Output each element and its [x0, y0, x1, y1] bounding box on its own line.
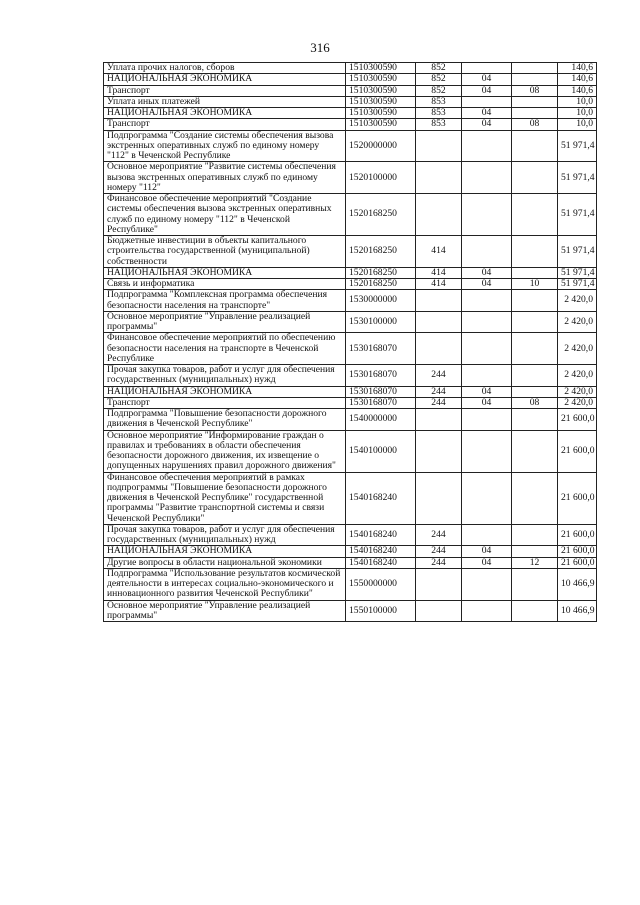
section-code-cell — [462, 162, 512, 194]
section-code-cell — [462, 472, 512, 524]
expense-type-code-cell: 244 — [416, 524, 462, 546]
subsection-code-cell — [512, 63, 558, 74]
subsection-code-cell — [512, 96, 558, 107]
subsection-code-cell: 08 — [512, 119, 558, 130]
section-code-cell — [462, 130, 512, 162]
table-row — [104, 279, 597, 290]
target-article-code-cell: 1520168250 — [346, 267, 416, 278]
section-code-cell — [462, 290, 512, 312]
amount-cell: 21 600,0 — [558, 409, 597, 431]
expense-type-code-cell: 414 — [416, 236, 462, 268]
expense-type-code-cell: 244 — [416, 546, 462, 557]
amount-cell: 10 466,9 — [558, 600, 597, 622]
row-name-cell: Подпрограмма "Повышение безопасности дорожного движения в Чеченской Республике" — [104, 409, 346, 431]
amount-cell: 10 466,9 — [558, 568, 597, 600]
expense-type-code-cell — [416, 130, 462, 162]
expense-type-code-cell — [416, 333, 462, 365]
row-name-cell: Основное мероприятие "Управление реализацией программы" — [104, 600, 346, 622]
target-article-code-cell: 1530000000 — [346, 290, 416, 312]
subsection-code-cell — [512, 194, 558, 236]
table-row — [104, 568, 597, 600]
section-code-cell: 04 — [462, 279, 512, 290]
row-name-cell: Подпрограмма "Создание системы обеспечения вызова экстренных оперативных служб по единому номеру "112" в Чеченской Республике — [104, 130, 346, 162]
expense-type-code-cell — [416, 568, 462, 600]
row-name-cell: Основное мероприятие "Развитие системы обеспечения вызова экстренных оперативных служб по единому номеру "112" — [104, 162, 346, 194]
target-article-code-cell: 1520168250 — [346, 236, 416, 268]
table-row — [104, 430, 597, 472]
table-row — [104, 96, 597, 107]
amount-cell: 21 600,0 — [558, 430, 597, 472]
table-row — [104, 365, 597, 387]
row-name-cell: Подпрограмма "Использование результатов космической деятельности в интересах социально-экономического и инновационного развития Чеченской Республики" — [104, 568, 346, 600]
target-article-code-cell: 1550000000 — [346, 568, 416, 600]
table-row — [104, 162, 597, 194]
table-row — [104, 386, 597, 397]
amount-cell: 10,0 — [558, 96, 597, 107]
expense-type-code-cell — [416, 600, 462, 622]
table-row — [104, 472, 597, 524]
amount-cell: 10,0 — [558, 119, 597, 130]
amount-cell: 140,6 — [558, 74, 597, 85]
expense-type-code-cell — [416, 430, 462, 472]
section-code-cell: 04 — [462, 74, 512, 85]
row-name-cell: Бюджетные инвестиции в объекты капитального строительства государственной (муниципальной) собственности — [104, 236, 346, 268]
row-name-cell: Другие вопросы в области национальной экономики — [104, 557, 346, 568]
target-article-code-cell: 1510300590 — [346, 119, 416, 130]
row-name-cell: Связь и информатика — [104, 279, 346, 290]
table-row — [104, 108, 597, 119]
amount-cell: 51 971,4 — [558, 236, 597, 268]
table-row — [104, 267, 597, 278]
target-article-code-cell: 1530168070 — [346, 386, 416, 397]
table-row — [104, 397, 597, 408]
row-name-cell: Прочая закупка товаров, работ и услуг для обеспечения государственных (муниципальных) нужд — [104, 365, 346, 387]
amount-cell: 2 420,0 — [558, 397, 597, 408]
expense-type-code-cell: 414 — [416, 279, 462, 290]
section-code-cell — [462, 333, 512, 365]
subsection-code-cell — [512, 130, 558, 162]
table-row — [104, 63, 597, 74]
row-name-cell: Прочая закупка товаров, работ и услуг для обеспечения государственных (муниципальных) нужд — [104, 524, 346, 546]
table-row — [104, 600, 597, 622]
section-code-cell — [462, 600, 512, 622]
table-row — [104, 130, 597, 162]
expense-type-code-cell: 244 — [416, 557, 462, 568]
amount-cell: 10,0 — [558, 108, 597, 119]
row-name-cell: Подпрограмма "Комплексная программа обеспечения безопасности населения на транспорте" — [104, 290, 346, 312]
target-article-code-cell: 1520168250 — [346, 194, 416, 236]
row-name-cell: Основное мероприятие "Информирование граждан о правилах и требованиях в области обеспечения безопасности дорожного движения, их извещение о допущенных нарушениях правил дорожного движения" — [104, 430, 346, 472]
target-article-code-cell: 1550100000 — [346, 600, 416, 622]
row-name-cell: Финансовое обеспечение мероприятий по обеспечению безопасности населения на транспорте в Чеченской Республике — [104, 333, 346, 365]
subsection-code-cell — [512, 430, 558, 472]
section-code-cell: 04 — [462, 386, 512, 397]
target-article-code-cell: 1530168070 — [346, 397, 416, 408]
amount-cell: 51 971,4 — [558, 279, 597, 290]
table-row — [104, 546, 597, 557]
budget-table — [103, 62, 597, 622]
row-name-cell: Уплата иных платежей — [104, 96, 346, 107]
table-row — [104, 290, 597, 312]
section-code-cell: 04 — [462, 119, 512, 130]
subsection-code-cell: 08 — [512, 85, 558, 96]
target-article-code-cell: 1530168070 — [346, 333, 416, 365]
section-code-cell — [462, 236, 512, 268]
section-code-cell — [462, 365, 512, 387]
row-name-cell: НАЦИОНАЛЬНАЯ ЭКОНОМИКА — [104, 546, 346, 557]
row-name-cell: НАЦИОНАЛЬНАЯ ЭКОНОМИКА — [104, 74, 346, 85]
subsection-code-cell — [512, 74, 558, 85]
expense-type-code-cell: 853 — [416, 108, 462, 119]
section-code-cell: 04 — [462, 397, 512, 408]
amount-cell: 2 420,0 — [558, 386, 597, 397]
subsection-code-cell — [512, 162, 558, 194]
expense-type-code-cell — [416, 194, 462, 236]
row-name-cell: Транспорт — [104, 85, 346, 96]
section-code-cell: 04 — [462, 267, 512, 278]
amount-cell: 21 600,0 — [558, 557, 597, 568]
target-article-code-cell: 1520168250 — [346, 279, 416, 290]
target-article-code-cell: 1540168240 — [346, 546, 416, 557]
section-code-cell: 04 — [462, 108, 512, 119]
expense-type-code-cell: 414 — [416, 267, 462, 278]
section-code-cell — [462, 96, 512, 107]
row-name-cell: Основное мероприятие "Управление реализацией программы" — [104, 311, 346, 333]
row-name-cell: Транспорт — [104, 397, 346, 408]
row-name-cell: НАЦИОНАЛЬНАЯ ЭКОНОМИКА — [104, 108, 346, 119]
row-name-cell: НАЦИОНАЛЬНАЯ ЭКОНОМИКА — [104, 386, 346, 397]
table-row — [104, 409, 597, 431]
expense-type-code-cell: 244 — [416, 365, 462, 387]
subsection-code-cell — [512, 236, 558, 268]
target-article-code-cell: 1540168240 — [346, 472, 416, 524]
section-code-cell — [462, 409, 512, 431]
amount-cell: 2 420,0 — [558, 365, 597, 387]
expense-type-code-cell: 853 — [416, 119, 462, 130]
budget-table-body — [104, 63, 597, 622]
table-row — [104, 311, 597, 333]
amount-cell: 21 600,0 — [558, 524, 597, 546]
expense-type-code-cell: 853 — [416, 96, 462, 107]
section-code-cell — [462, 63, 512, 74]
subsection-code-cell: 08 — [512, 397, 558, 408]
target-article-code-cell: 1520100000 — [346, 162, 416, 194]
table-row — [104, 74, 597, 85]
expense-type-code-cell — [416, 472, 462, 524]
amount-cell: 21 600,0 — [558, 546, 597, 557]
target-article-code-cell: 1520000000 — [346, 130, 416, 162]
row-name-cell: Уплата прочих налогов, сборов — [104, 63, 346, 74]
expense-type-code-cell — [416, 409, 462, 431]
target-article-code-cell: 1510300590 — [346, 85, 416, 96]
expense-type-code-cell: 852 — [416, 85, 462, 96]
subsection-code-cell — [512, 290, 558, 312]
amount-cell: 51 971,4 — [558, 267, 597, 278]
row-name-cell: Транспорт — [104, 119, 346, 130]
subsection-code-cell: 12 — [512, 557, 558, 568]
subsection-code-cell — [512, 524, 558, 546]
expense-type-code-cell — [416, 290, 462, 312]
amount-cell: 140,6 — [558, 63, 597, 74]
section-code-cell — [462, 568, 512, 600]
subsection-code-cell — [512, 600, 558, 622]
target-article-code-cell: 1540000000 — [346, 409, 416, 431]
table-row — [104, 557, 597, 568]
amount-cell: 2 420,0 — [558, 333, 597, 365]
subsection-code-cell — [512, 472, 558, 524]
subsection-code-cell: 10 — [512, 279, 558, 290]
subsection-code-cell — [512, 365, 558, 387]
subsection-code-cell — [512, 386, 558, 397]
expense-type-code-cell: 244 — [416, 386, 462, 397]
amount-cell: 140,6 — [558, 85, 597, 96]
section-code-cell: 04 — [462, 546, 512, 557]
expense-type-code-cell — [416, 311, 462, 333]
section-code-cell — [462, 430, 512, 472]
subsection-code-cell — [512, 108, 558, 119]
table-row — [104, 524, 597, 546]
amount-cell: 2 420,0 — [558, 290, 597, 312]
table-row — [104, 85, 597, 96]
amount-cell: 51 971,4 — [558, 130, 597, 162]
target-article-code-cell: 1510300590 — [346, 74, 416, 85]
target-article-code-cell: 1510300590 — [346, 63, 416, 74]
subsection-code-cell — [512, 568, 558, 600]
target-article-code-cell: 1510300590 — [346, 96, 416, 107]
amount-cell: 2 420,0 — [558, 311, 597, 333]
expense-type-code-cell: 852 — [416, 74, 462, 85]
section-code-cell — [462, 524, 512, 546]
section-code-cell — [462, 311, 512, 333]
subsection-code-cell — [512, 546, 558, 557]
amount-cell: 21 600,0 — [558, 472, 597, 524]
amount-cell: 51 971,4 — [558, 162, 597, 194]
target-article-code-cell: 1540168240 — [346, 557, 416, 568]
page-number: 316 — [310, 40, 330, 55]
section-code-cell: 04 — [462, 85, 512, 96]
subsection-code-cell — [512, 409, 558, 431]
row-name-cell: НАЦИОНАЛЬНАЯ ЭКОНОМИКА — [104, 267, 346, 278]
table-row — [104, 194, 597, 236]
table-row — [104, 119, 597, 130]
row-name-cell: Финансовое обеспечения мероприятий в рамках подпрограммы "Повышение безопасности дорожного движения в Чеченской Республике" государственной программы "Развитие транспортной системы и связи Чеченской Республики" — [104, 472, 346, 524]
expense-type-code-cell: 852 — [416, 63, 462, 74]
section-code-cell — [462, 194, 512, 236]
table-row — [104, 333, 597, 365]
subsection-code-cell — [512, 333, 558, 365]
target-article-code-cell: 1530100000 — [346, 311, 416, 333]
section-code-cell: 04 — [462, 557, 512, 568]
expense-type-code-cell — [416, 162, 462, 194]
subsection-code-cell — [512, 267, 558, 278]
row-name-cell: Финансовое обеспечение мероприятий "Создание системы обеспечения вызова экстренных оперативных служб по единому номеру "112" в Чеченской Республике" — [104, 194, 346, 236]
table-row — [104, 236, 597, 268]
target-article-code-cell: 1530168070 — [346, 365, 416, 387]
subsection-code-cell — [512, 311, 558, 333]
target-article-code-cell: 1540100000 — [346, 430, 416, 472]
target-article-code-cell: 1540168240 — [346, 524, 416, 546]
expense-type-code-cell: 244 — [416, 397, 462, 408]
amount-cell: 51 971,4 — [558, 194, 597, 236]
target-article-code-cell: 1510300590 — [346, 108, 416, 119]
